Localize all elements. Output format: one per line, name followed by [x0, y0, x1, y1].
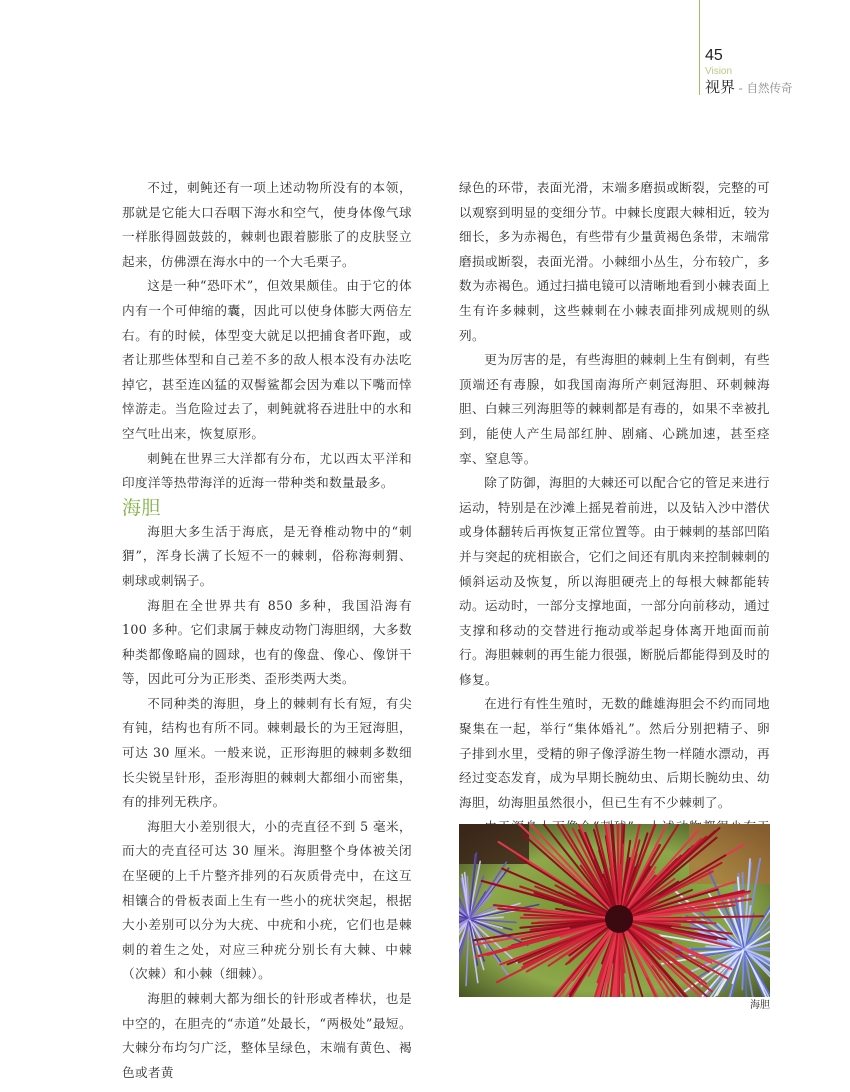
sea-urchin-illustration [459, 824, 770, 997]
paragraph: 在进行有性生殖时，无数的雌雄海胆会不约而同地聚集在一起，举行“集体婚礼”。然后分别把精子、卵子排到水里，受精的卵子像浮游生物一样随水漂动，再经过变态发育，成为早期长腕幼虫、后期长腕幼虫、幼海胆，幼海胆虽然很小，但已生有不少棘刺了。 [459, 696, 770, 810]
left-column [122, 176, 412, 1085]
paragraph: 海胆在全世界共有 850 多种，我国沿海有 100 多种。它们隶属于棘皮动物门海胆纲，大多数种类都像略扁的圆球，也有的像盘、像心、像饼干等，因此可分为正形类、歪形类两大类。 [122, 597, 412, 687]
paragraph: 除了防御，海胆的大棘还可以配合它的管足来进行运动，特别是在沙滩上摇晃着前进，以及钻入沙中潜伏或身体翻转后再恢复正常位置等。由于棘刺的基部凹陷并与突起的疣相嵌合，它们之间还有肌肉来控制棘刺的倾斜运动及恢复，所以海胆硬壳上的每根大棘都能转动。运动时，一部分支撑地面，一部分向前移动，通过支撑和移动的交替进行拖动或举起身体离开地面而前行。海胆棘刺的再生能力很强，断脱后都能得到及时的修复。 [459, 475, 770, 687]
paragraph: 刺鲀在世界三大洋都有分布，尤以西太平洋和印度洋等热带海洋的近海一带种类和数量最多。 [122, 450, 412, 491]
paragraph-continuation: 绿色的环带，表面光滑，末端多磨损或断裂，完整的可以观察到明显的变细分节。中棘长度跟大棘相近，较为细长，多为赤褐色，有些带有少量黄褐色条带，末端常磨损或断裂，表面光滑。小棘细小丛生，分布较广，多数为赤褐色。通过扫描电镜可以清晰地看到小棘表面上生有许多棘刺，这些棘刺在小棘表面排列成规则的纵列。 [459, 180, 770, 343]
paragraph: 更为厉害的是，有些海胆的棘刺上生有倒刺，有些顶端还有毒腺，如我国南海所产刺冠海胆、环刺棘海胆、白棘三列海胆等的棘刺都是有毒的，如果不幸被扎到，能使人产生局部红肿、剧痛、心跳加速，甚至痉挛、窒息等。 [459, 352, 770, 466]
section-label-en: Vision [705, 66, 733, 77]
header-separator: - [735, 81, 747, 95]
column-name: 自然传奇 [746, 81, 793, 95]
photo-caption: 海胆 [750, 1000, 770, 1011]
paragraph: 海胆大多生活于海底，是无脊椎动物中的“刺猬”，浑身长满了长短不一的棘刺，俗称海刺猬、刺球或刺锅子。 [122, 523, 412, 588]
sea-urchin-photo [459, 824, 770, 997]
section-heading: 海胆 [122, 496, 161, 519]
paragraph: 不过，刺鲀还有一项上述动物所没有的本领，那就是它能大口吞咽下海水和空气，使身体像气球一样胀得圆鼓鼓的，棘刺也跟着膨胀了的皮肤竖立起来，仿佛漂在海水中的一个大毛栗子。 [122, 180, 412, 269]
paragraph: 这是一种“恐吓术”，但效果颇佳。由于它的体内有一个可伸缩的囊，因此可以使身体膨大两倍左右。有的时候，体型变大就足以把捕食者吓跑，或者让那些体型和自己差不多的敌人根本没有办法吃掉它，甚至连凶猛的双髻鲨都会因为难以下嘴而悻悻游走。当危险过去了，刺鲀就将吞进肚中的水和空气吐出来，恢复原形。 [122, 278, 412, 441]
section-header [705, 78, 792, 97]
paragraph: 海胆大小差别很大，小的壳直径不到 5 毫米，而大的壳直径可达 30 厘米。海胆整个身体被关闭在坚硬的上千片整齐排列的石灰质骨壳中，在这互相镶合的骨板表面上生有一些小的疣状突起，根据大小差别可以分为大疣、中疣和小疣，它们也是棘刺的着生之处，对应三种疣分别长有大棘、中棘（次棘）和小棘（细棘）。 [122, 818, 412, 982]
paragraph: 海胆的棘刺大都为细长的针形或者棒状，也是中空的，在胆壳的“赤道”处最长，“两极处”最短。大棘分布均匀广泛，整体呈绿色，末端有黄色、褐色或者黄 [122, 991, 412, 1080]
right-column [459, 176, 770, 889]
header-vertical-rule [699, 0, 700, 95]
section-label-cn: 视界 [705, 78, 736, 96]
page-number: 45 [705, 47, 723, 64]
paragraph: 不同种类的海胆，身上的棘刺有长有短，有尖有钝，结构也有所不同。棘刺最长的为王冠海胆，可达 30 厘米。一般来说，正形海胆的棘刺多数细长尖锐呈针形，歪形海胆的棘刺大都细小而密集，有的排列无秩序。 [122, 695, 412, 810]
